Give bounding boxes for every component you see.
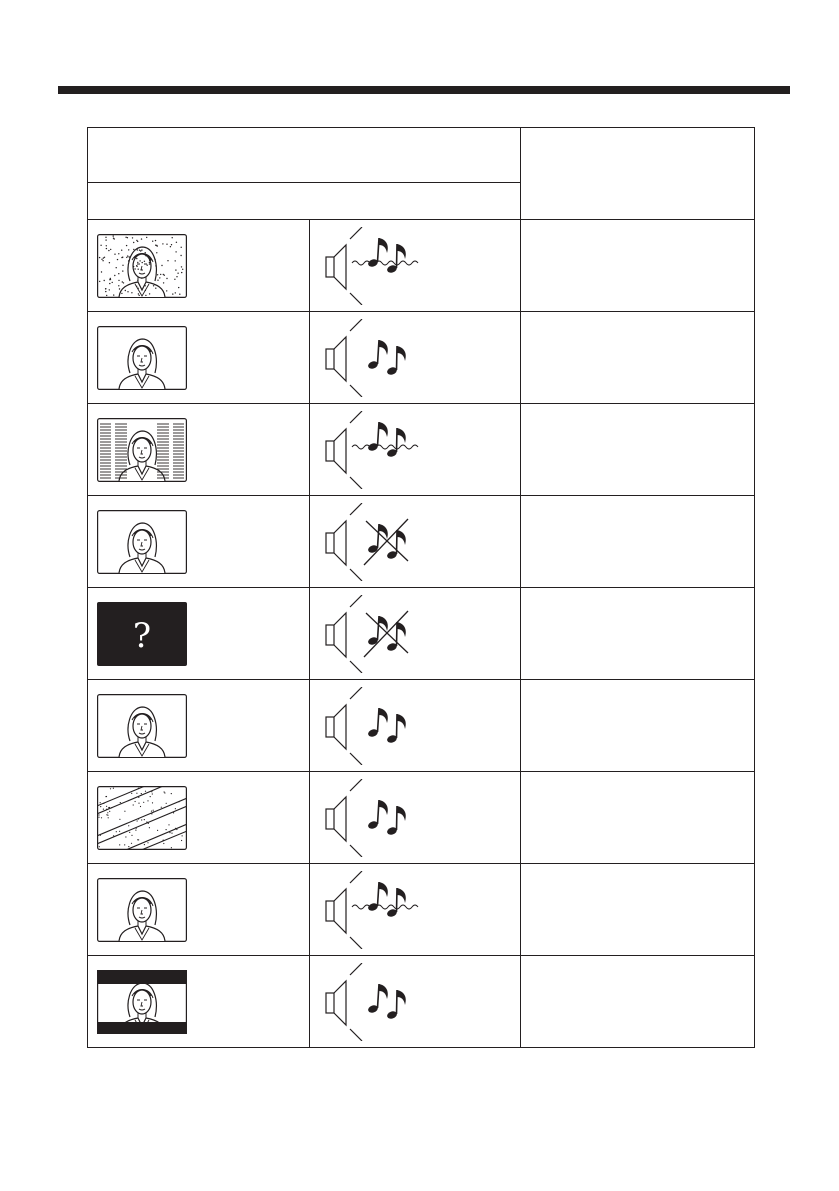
normal-sound-icon bbox=[324, 963, 424, 1041]
table-row bbox=[88, 956, 755, 1048]
no-sound-icon bbox=[324, 595, 424, 673]
picture-cell bbox=[88, 220, 310, 312]
remedy-cell bbox=[521, 588, 755, 680]
sound-cell bbox=[310, 496, 521, 588]
remedy-cell bbox=[521, 680, 755, 772]
sound-cell bbox=[310, 220, 521, 312]
sound-cell bbox=[310, 956, 521, 1048]
sound-cell bbox=[310, 588, 521, 680]
remedy-cell bbox=[521, 404, 755, 496]
snow-picture-icon bbox=[97, 234, 187, 298]
table-row bbox=[88, 864, 755, 956]
noisy-sound-icon bbox=[324, 227, 424, 305]
remedy-cell bbox=[521, 220, 755, 312]
picture-sound-header bbox=[88, 128, 521, 183]
top-rule bbox=[58, 86, 790, 94]
picture-cell bbox=[88, 956, 310, 1048]
normal-picture-icon bbox=[97, 510, 187, 574]
picture-cell bbox=[88, 680, 310, 772]
remedy-cell bbox=[521, 496, 755, 588]
table-row bbox=[88, 588, 755, 680]
picture-cell bbox=[88, 864, 310, 956]
remedy-cell bbox=[521, 956, 755, 1048]
symptom-subheader bbox=[88, 183, 521, 220]
diagonal-stripes-picture-icon bbox=[97, 786, 187, 850]
table-row bbox=[88, 496, 755, 588]
letterbox-picture-icon bbox=[97, 970, 187, 1034]
normal-sound-icon bbox=[324, 687, 424, 765]
table-row bbox=[88, 312, 755, 404]
table-row bbox=[88, 680, 755, 772]
table-row bbox=[88, 772, 755, 864]
sound-cell bbox=[310, 680, 521, 772]
troubleshooting-table bbox=[87, 127, 755, 1048]
no-sound-icon bbox=[324, 503, 424, 581]
sound-cell bbox=[310, 312, 521, 404]
table-row bbox=[88, 404, 755, 496]
question-mark-icon: ? bbox=[132, 616, 152, 656]
picture-cell bbox=[88, 496, 310, 588]
remedy-cell bbox=[521, 772, 755, 864]
table-row bbox=[88, 220, 755, 312]
picture-cell bbox=[88, 312, 310, 404]
horizontal-lines-picture-icon bbox=[97, 418, 187, 482]
normal-sound-icon bbox=[324, 779, 424, 857]
normal-picture-icon bbox=[97, 878, 187, 942]
picture-cell bbox=[88, 772, 310, 864]
normal-picture-icon bbox=[97, 694, 187, 758]
normal-picture-icon bbox=[97, 326, 187, 390]
sound-cell bbox=[310, 404, 521, 496]
sound-cell bbox=[310, 772, 521, 864]
picture-cell bbox=[88, 404, 310, 496]
no-picture-icon bbox=[97, 602, 187, 666]
normal-sound-icon bbox=[324, 319, 424, 397]
remedy-header bbox=[521, 128, 755, 220]
noisy-sound-icon bbox=[324, 871, 424, 949]
noisy-sound-icon bbox=[324, 411, 424, 489]
sound-cell bbox=[310, 864, 521, 956]
remedy-cell bbox=[521, 864, 755, 956]
picture-cell bbox=[88, 588, 310, 680]
remedy-cell bbox=[521, 312, 755, 404]
